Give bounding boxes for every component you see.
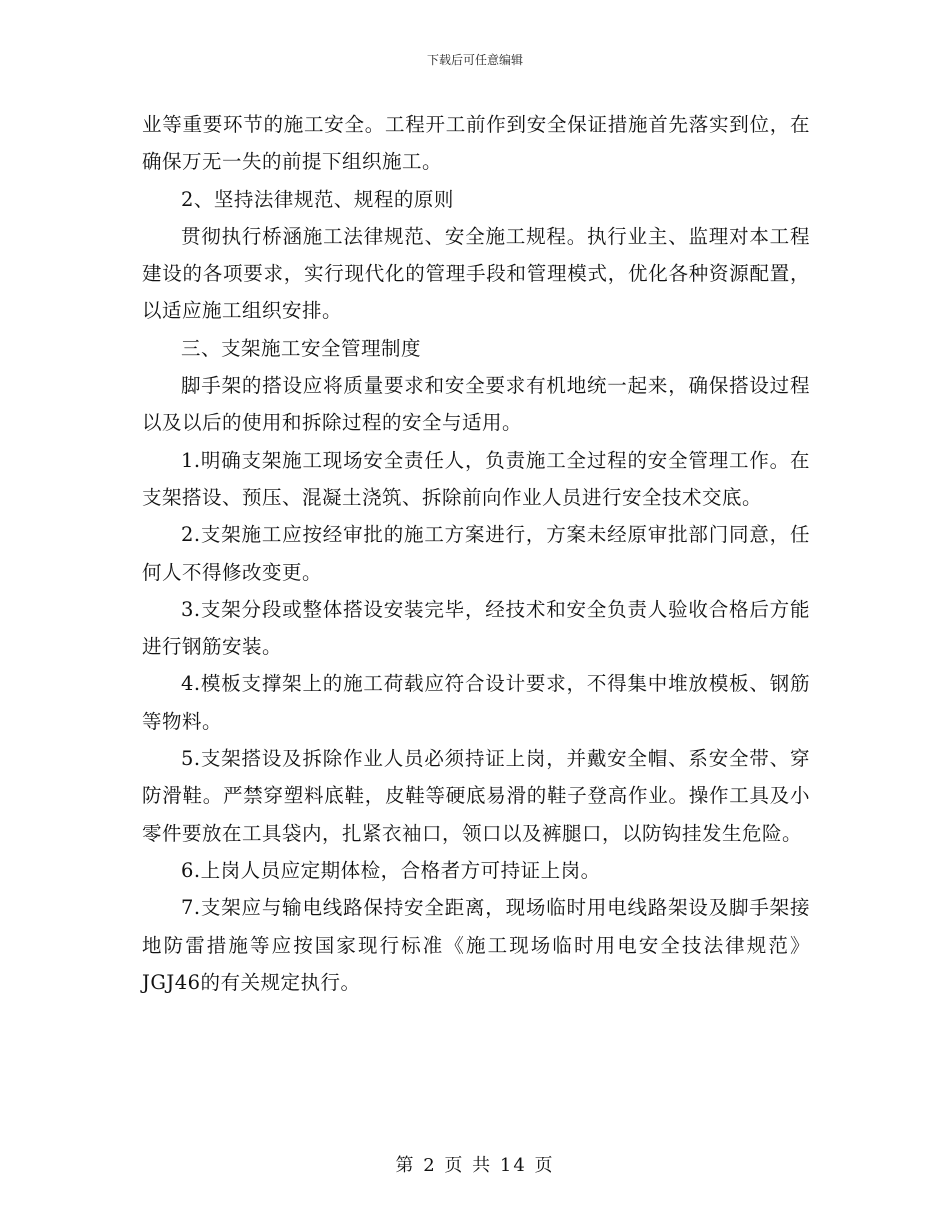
rule-item-3: 3.支架分段或整体搭设安装完毕，经技术和安全负责人验收合格后方能进行钢筋安装。: [142, 597, 810, 659]
page-footer: [0, 1155, 950, 1177]
rule-item-4: 4.模板支撑架上的施工荷载应符合设计要求，不得集中堆放模板、钢筋等物料。: [142, 672, 810, 733]
paragraph-safety-intro: 业等重要环节的施工安全。工程开工前作到安全保证措施首先落实到位，在确保万无一失的前提下组织施工。: [142, 113, 810, 174]
footer-current-page: 2: [423, 1155, 437, 1176]
page-header: 下载后可任意编辑: [426, 53, 523, 67]
footer-page-word: 页: [444, 1155, 465, 1176]
rule-item-7: 7.支架应与输电线路保持安全距离，现场临时用电线路架设及脚手架接地防雷措施等应按国家现行标准《施工现场临时用电安全技法律规范》JGJ46的有关规定执行。: [142, 896, 810, 994]
paragraph-scaffold-intro: 脚手架的搭设应将质量要求和安全要求有机地统一起来，确保搭设过程以及以后的使用和拆除过程的安全与适用。: [142, 374, 810, 435]
rule-item-6: 6.上岗人员应定期体检，合格者方可持证上岗。: [181, 858, 601, 882]
document-body: [142, 106, 810, 1001]
footer-total-pages: 14: [499, 1155, 527, 1176]
rule-item-2: 2.支架施工应按经审批的施工方案进行，方案未经原审批部门同意，任何人不得修改变更。: [142, 523, 810, 584]
paragraph-principle-2: 贯彻执行桥涵施工法律规范、安全施工规程。执行业主、监理对本工程建设的各项要求，实行现代化的管理手段和管理模式，优化各种资源配置，以适应施工组织安排。: [142, 224, 810, 323]
heading-principle-2: 2、坚持法律规范、规程的原则: [181, 187, 454, 211]
footer-prefix: 第: [395, 1155, 416, 1176]
footer-suffix: 页: [534, 1155, 555, 1176]
section-heading-3: 三、支架施工安全管理制度: [181, 336, 422, 360]
rule-item-1: 1.明确支架施工现场安全责任人，负责施工全过程的安全管理工作。在支架搭设、预压、混凝土浇筑、拆除前向作业人员进行安全技术交底。: [142, 448, 810, 509]
footer-total-word: 共: [472, 1155, 493, 1176]
rule-item-5: 5.支架搭设及拆除作业人员必须持证上岗，并戴安全帽、系安全带、穿防滑鞋。严禁穿塑料底鞋，皮鞋等硬底易滑的鞋子登高作业。操作工具及小零件要放在工具袋内，扎紧衣袖口，领口以及裤腿口，以防钩挂发生危险。: [142, 747, 810, 845]
